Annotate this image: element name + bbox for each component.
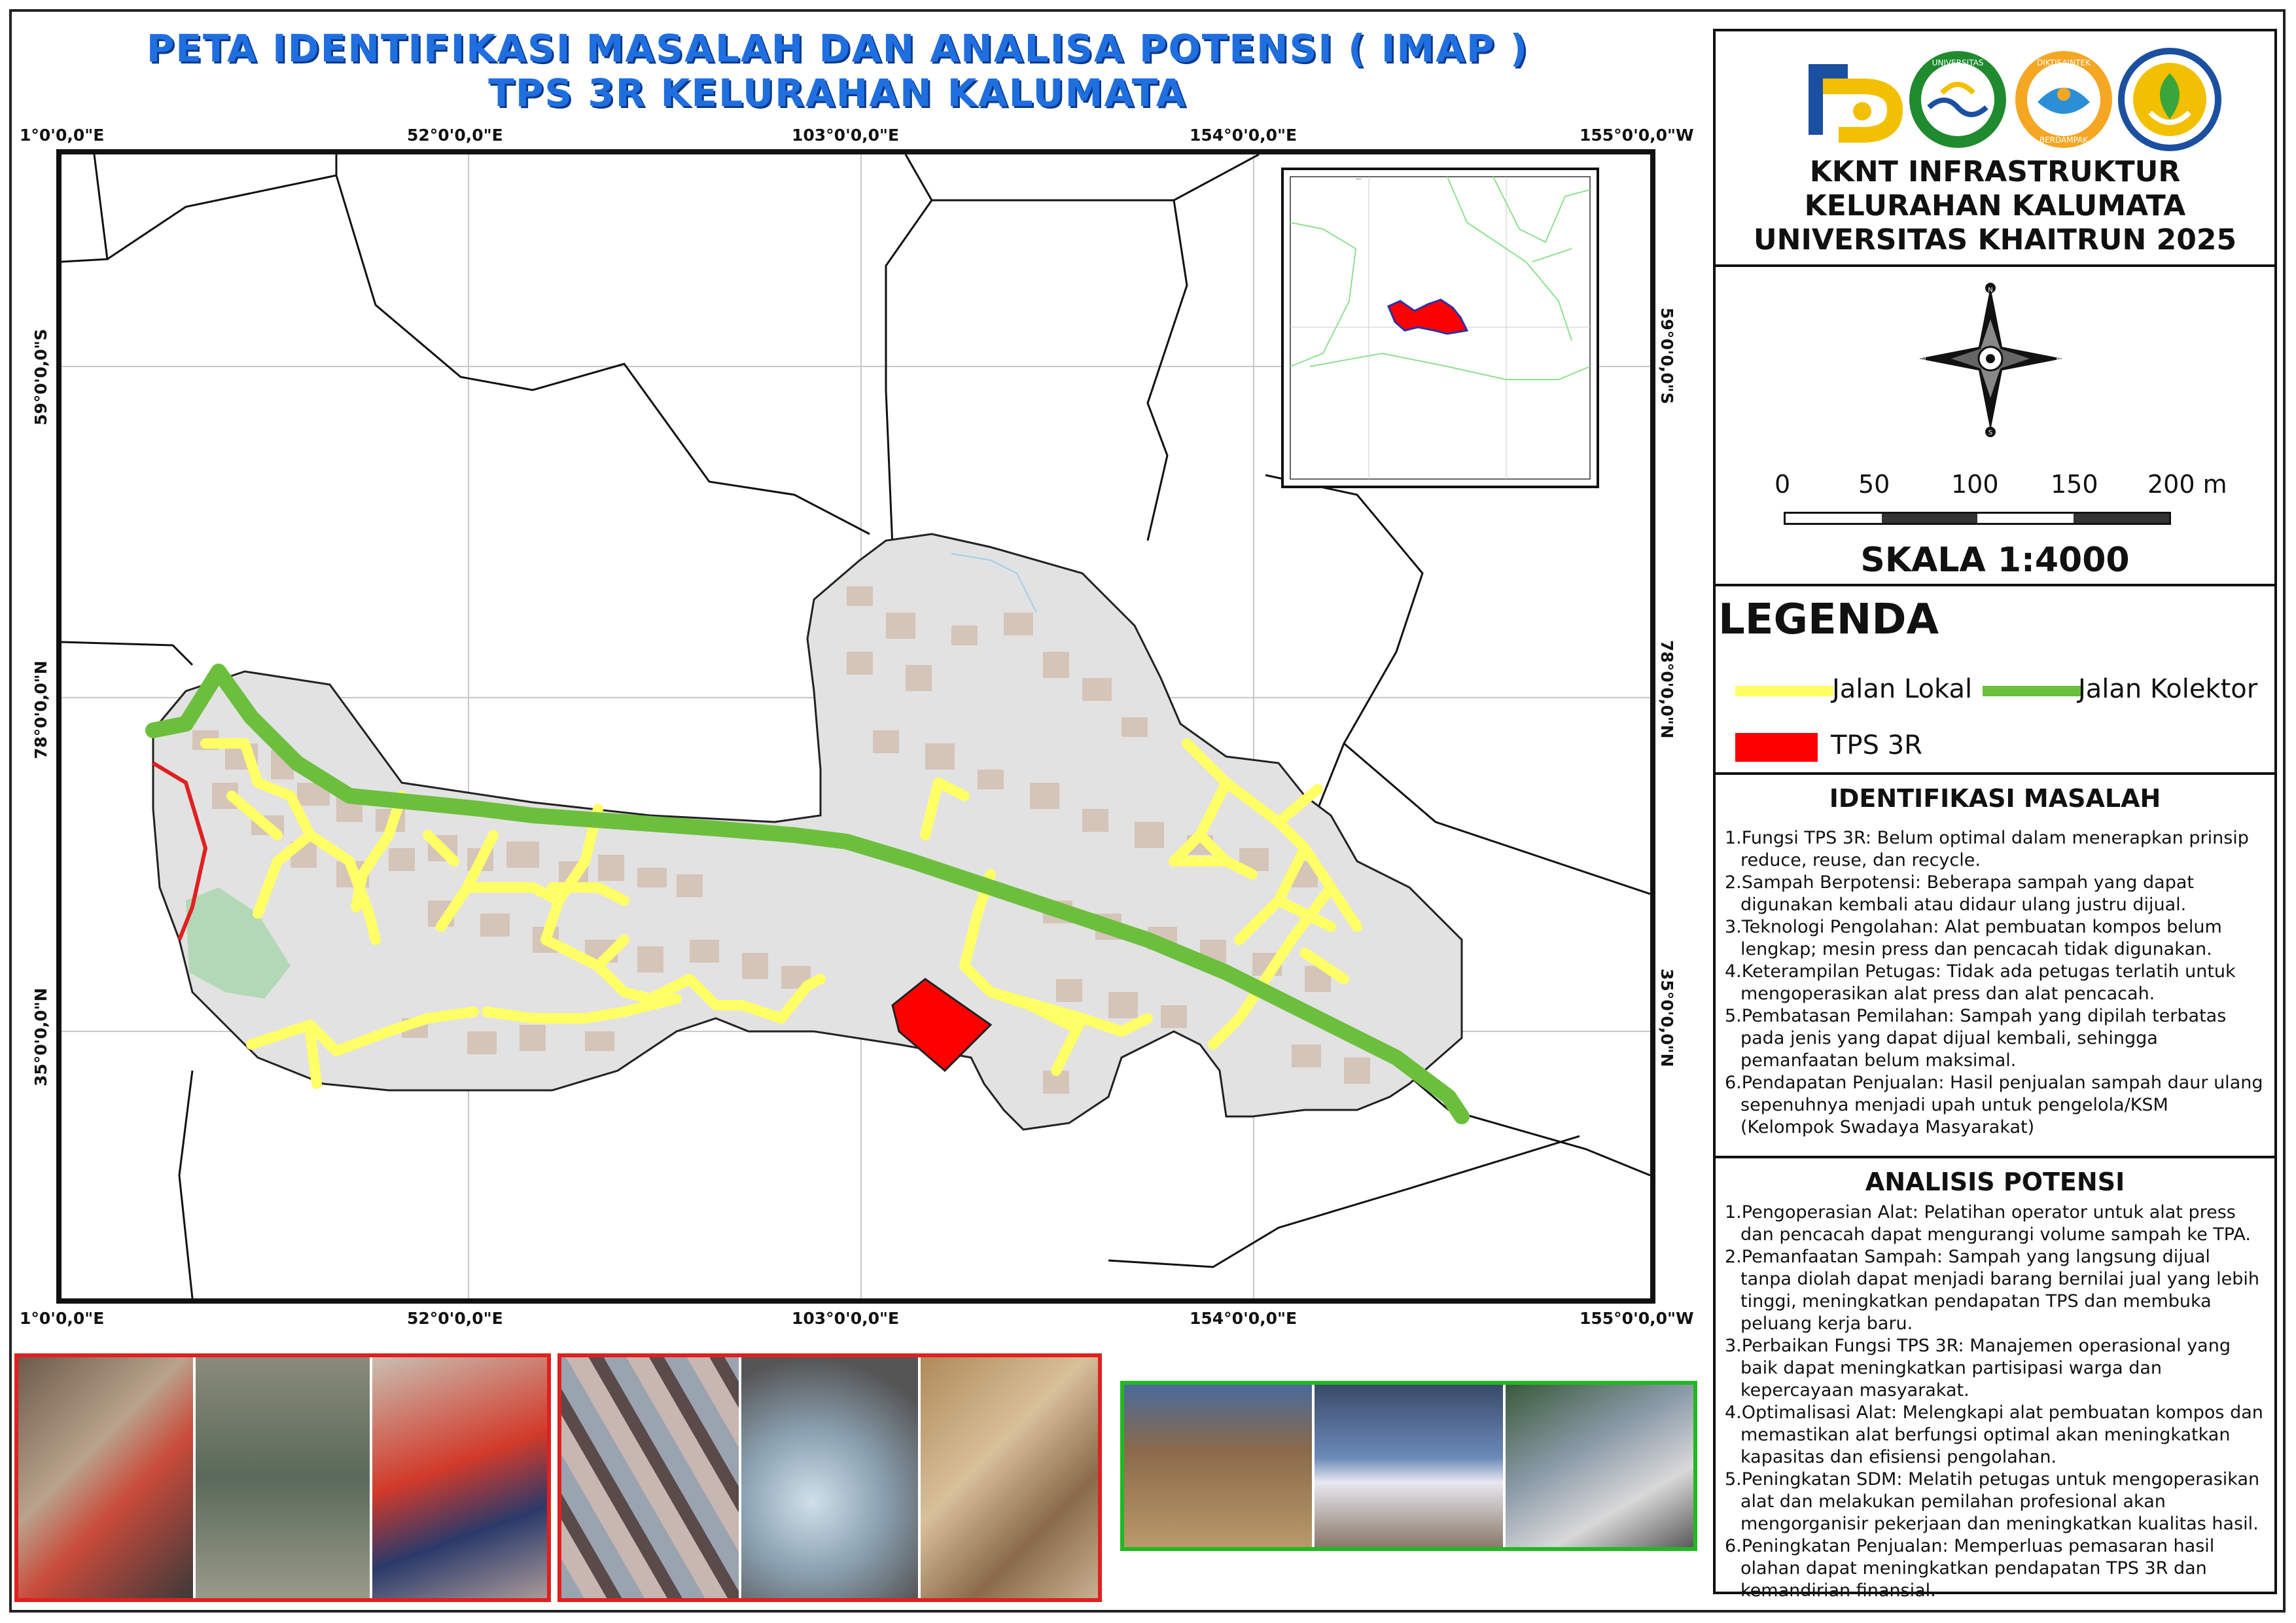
legend-title: LEGENDA: [1718, 596, 1939, 644]
identifikasi-item-6: 6.Pendapatan Penjualan: Hasil penjualan sampah daur ulang sepenuhnya menjadi upah untuk pengelola/KSM (Kelompok Swadaya Masyarakat): [1725, 1073, 2263, 1137]
legend-section: [1716, 586, 2274, 775]
mesin-photo[interactable]: [18, 1357, 196, 1598]
svg-text:BERDAMPAK: BERDAMPAK: [2039, 135, 2089, 145]
identifikasi-item-2: 2.Sampah Berpotensi: Beberapa sampah yang dapat digunakan kembali atau didaur ulang justru dijual.: [1725, 872, 2194, 915]
photo-group-masalah-1: [14, 1353, 551, 1602]
inset-map[interactable]: [1281, 168, 1599, 488]
map-title: PETA IDENTIFIKASI MASALAH DAN ANALISA POTENSI ( IMAP ): [146, 26, 1529, 71]
coord-bottom-5: 155°0'0,0"W: [1580, 1309, 1694, 1328]
analisis-item-3: 3.Perbaikan Fungsi TPS 3R: Manajemen operasional yang baik dapat meningkatkan partisipasi warga dan kepercayaan masyarakat.: [1725, 1336, 2231, 1400]
map-subtitle: TPS 3R KELURAHAN KALUMATA: [488, 71, 1187, 115]
legend-label-jalan-lokal: Jalan Lokal: [1832, 674, 1973, 704]
scale-tick-100: 100: [1951, 470, 1999, 499]
identifikasi-item-3: 3.Teknologi Pengolahan: Alat pembuatan kompos belum lengkap; mesin press dan pencacah tidak digunakan.: [1725, 917, 2222, 959]
kardus-photo[interactable]: [921, 1357, 1098, 1598]
scale-tick-150: 150: [2051, 470, 2098, 499]
legend-swatch-jalan-kolektor: [1983, 686, 2081, 696]
legend-label-jalan-kolektor: Jalan Kolektor: [2078, 674, 2258, 704]
coord-bottom-4: 154°0'0,0"E: [1190, 1309, 1298, 1328]
photo-group-masalah-2: [557, 1353, 1102, 1602]
coord-bottom-3: 103°0'0,0"E: [792, 1309, 900, 1328]
inset-tps-area: [1388, 300, 1467, 334]
coord-top-4: 154°0'0,0"E: [1190, 126, 1298, 145]
coord-top-2: 52°0'0,0"E: [407, 126, 503, 145]
svg-text:UNIVERSITAS: UNIVERSITAS: [1932, 58, 1984, 67]
header-line-1: KKNT INFRASTRUKTUR: [1809, 155, 2181, 188]
scale-tick-200: 200 m: [2147, 470, 2227, 499]
analisis-title: ANALISIS POTENSI: [1865, 1168, 2125, 1196]
coord-right-1: 59°0'0,0"S: [1657, 308, 1676, 404]
scale-bar: [1784, 512, 2171, 525]
botol-plastik-photo[interactable]: [741, 1357, 921, 1598]
header-section: [1716, 31, 2274, 267]
info-panel: [1713, 29, 2277, 1601]
svg-text:DIKTISAINTEK: DIKTISAINTEK: [2037, 58, 2091, 67]
legend-label-tps-3r: TPS 3R: [1831, 730, 1922, 760]
identifikasi-item-1: 1.Fungsi TPS 3R: Belum optimal dalam menerapkan prinsip reduce, reuse, dan recycle.: [1725, 828, 2249, 870]
identifikasi-title: IDENTIFIKASI MASALAH: [1829, 784, 2161, 813]
header-line-3: UNIVERSITAS KHAITRUN 2025: [1753, 223, 2237, 257]
universitas-logo: [1905, 47, 2010, 152]
kkn-logo: [2117, 47, 2222, 152]
scale-section: [1716, 267, 2274, 586]
coord-right-3: 35°0'0,0"N: [1657, 969, 1676, 1067]
identifikasi-list: [1725, 827, 2265, 1139]
rak-mesin-photo[interactable]: [196, 1357, 373, 1598]
scale-tick-50: 50: [1858, 470, 1890, 499]
legend-swatch-jalan-lokal: [1735, 686, 1833, 696]
svg-text:N: N: [1988, 287, 1993, 294]
diktisaintek-berdampak-logo: [2011, 47, 2116, 152]
coord-left-3: 35°0'0,0"N: [31, 988, 50, 1086]
inset-coord-top-1: ──: [1356, 177, 1362, 182]
legend-swatch-tps-3r: [1735, 733, 1818, 762]
inset-canvas: [1284, 170, 1597, 486]
coord-top-1: 1°0'0,0"E: [20, 126, 105, 145]
pupr-logo: [1799, 47, 1904, 152]
north-arrow-icon: [1912, 280, 2069, 437]
scale-tick-0: 0: [1775, 470, 1791, 499]
header-line-2: KELURAHAN KALUMATA: [1804, 189, 2186, 223]
analisis-item-1: 1.Pengoperasian Alat: Pelatihan operator untuk alat press dan pencacah dapat mengurangi volume sampah ke TPA.: [1725, 1202, 2251, 1245]
identifikasi-item-5: 5.Pembatasan Pemilahan: Sampah yang dipilah terbatas pada jenis yang dapat dijual kembali, sehingga pemanfaatan belum maksimal.: [1725, 1006, 2227, 1071]
karung-sampah-photo[interactable]: [1506, 1385, 1693, 1547]
coord-bottom-2: 52°0'0,0"E: [407, 1309, 503, 1328]
seng-bekas-photo[interactable]: [561, 1357, 741, 1598]
identifikasi-item-4: 4.Keterampilan Petugas: Tidak ada petugas terlatih untuk mengoperasikan alat press dan alat pencacah.: [1725, 961, 2236, 1004]
analisis-item-5: 5.Peningkatan SDM: Melatih petugas untuk mengoperasikan alat dan melakukan pemilahan profesional akan mengorganisir pekerjaan dan meningkatkan kualitas hasil.: [1725, 1469, 2260, 1534]
analisis-item-6: 6.Peningkatan Penjualan: Memperluas pemasaran hasil olahan dapat meningkatkan pendapatan TPS 3R dan kemandirian finansial.: [1725, 1536, 2215, 1601]
coord-bottom-1: 1°0'0,0"E: [20, 1309, 105, 1328]
coord-left-1: 59°0'0,0"S: [31, 329, 50, 425]
analisis-list: [1725, 1202, 2265, 1602]
coord-left-2: 78°0'0,0"N: [31, 660, 50, 759]
mesin-pencacah-photo[interactable]: [372, 1357, 547, 1598]
tumpukan-kardus-photo[interactable]: [1124, 1385, 1315, 1547]
photo-group-potensi: [1120, 1381, 1697, 1551]
bangunan-tps-photo[interactable]: [1315, 1385, 1505, 1547]
coord-top-3: 103°0'0,0"E: [792, 126, 900, 145]
coord-right-2: 78°0'0,0"N: [1657, 640, 1676, 739]
analisis-section: [1716, 1158, 2274, 1601]
scale-label: SKALA 1:4000: [1860, 541, 2130, 580]
coord-top-5: 155°0'0,0"W: [1580, 126, 1694, 145]
svg-text:E: E: [2056, 355, 2061, 364]
svg-text:W: W: [1918, 355, 1926, 364]
analisis-item-4: 4.Optimalisasi Alat: Melengkapi alat pembuatan kompos dan memastikan alat berfungsi optimal akan meningkatkan kapasitas dan efisiensi pengolahan.: [1725, 1402, 2263, 1467]
analisis-item-2: 2.Pemanfaatan Sampah: Sampah yang langsung dijual tanpa diolah dapat menjadi barang bernilai jual yang lebih tinggi, meningkatkan pendapatan TPS dan membuka peluang kerja baru.: [1725, 1247, 2259, 1334]
svg-text:S: S: [1988, 429, 1993, 437]
identifikasi-section: [1716, 775, 2274, 1158]
